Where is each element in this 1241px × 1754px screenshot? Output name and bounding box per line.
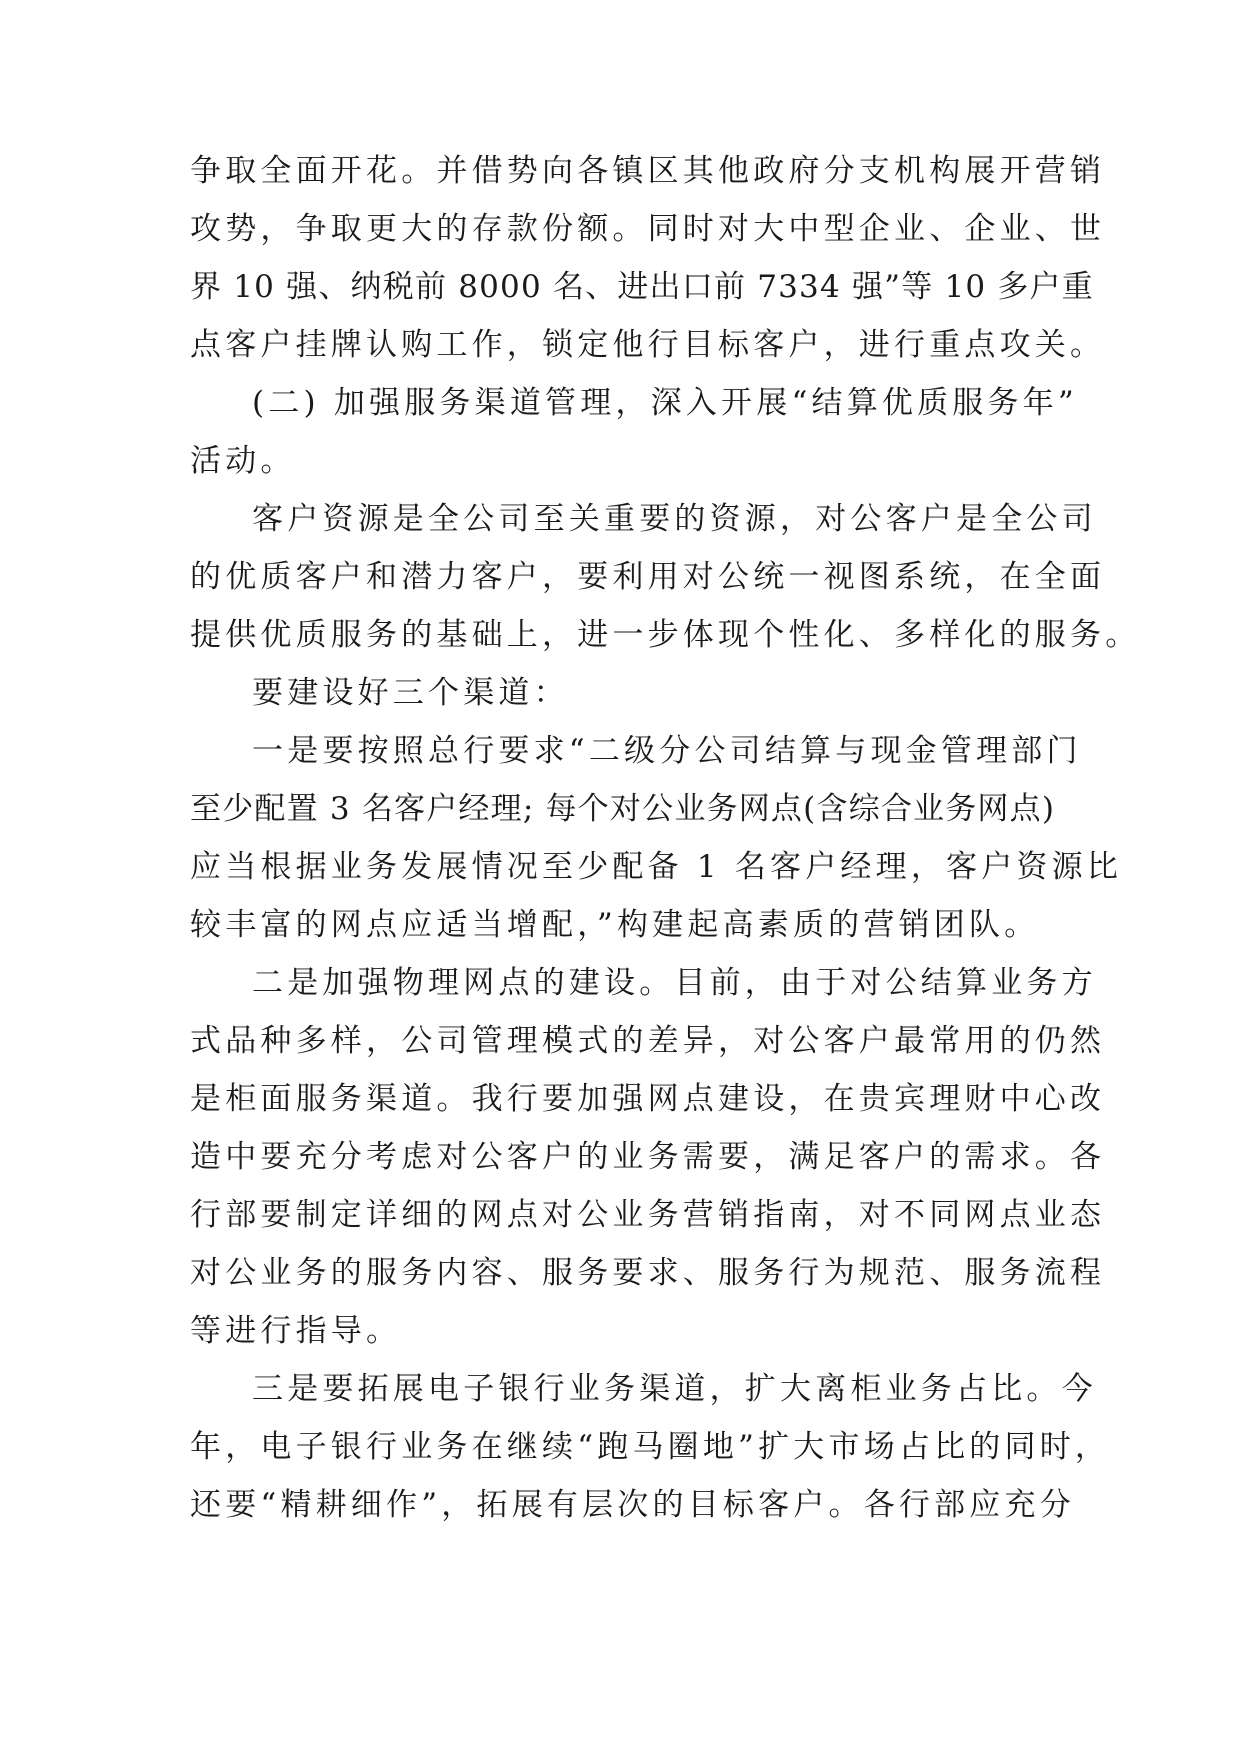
text-line: 要建设好三个渠道： [252,675,569,711]
text-line: 还要“精耕细作”，拓展有层次的目标客户。各行部应充分 [190,1487,1075,1523]
text-line: 是柜面服务渠道。我行要加强网点建设，在贵宾理财中心改 [190,1081,1106,1117]
text-line: 等进行指导。 [190,1313,402,1349]
text-line: 一是要按照总行要求“二级分公司结算与现金管理部门 [252,733,1082,769]
text-line: 的优质客户和潜力客户，要利用对公统一视图系统，在全面 [190,559,1106,595]
text-line: 式品种多样，公司管理模式的差异，对公客户最常用的仍然 [190,1023,1106,1059]
text-line: 造中要充分考虑对公客户的业务需要，满足客户的需求。各 [190,1139,1106,1175]
section-heading: (二) 加强服务渠道管理，深入开展“结算优质服务年” [252,385,1078,421]
text-line: 争取全面开花。并借势向各镇区其他政府分支机构展开营销 [190,153,1106,189]
text-line: 较丰富的网点应适当增配，”构建起高素质的营销团队。 [190,907,1040,943]
text-line: 三是要拓展电子银行业务渠道，扩大离柜业务占比。今 [252,1371,1097,1407]
text-line: 提供优质服务的基础上，进一步体现个性化、多样化的服务。 [190,617,1141,653]
text-line: 点客户挂牌认购工作，锁定他行目标客户，进行重点攻关。 [190,327,1106,363]
text-line: 年，电子银行业务在继续“跑马圈地”扩大市场占比的同时， [190,1429,1111,1465]
text-line: 应当根据业务发展情况至少配备 1 名客户经理，客户资源比 [190,849,1123,885]
text-line: 对公业务的服务内容、服务要求、服务行为规范、服务流程 [190,1255,1106,1291]
text-line: 界 10 强、纳税前 8000 名、进出口前 7334 强”等 10 多户重 [190,269,1094,305]
section-heading-cont: 活动。 [190,443,296,479]
text-line: 客户资源是全公司至关重要的资源，对公客户是全公司 [252,501,1097,537]
text-line: 行部要制定详细的网点对公业务营销指南，对不同网点业态 [190,1197,1106,1233]
text-line: 攻势，争取更大的存款份额。同时对大中型企业、企业、世 [190,211,1106,247]
text-line: 至少配置 3 名客户经理; 每个对公业务网点(含综合业务网点) [190,791,1056,827]
text-line: 二是加强物理网点的建设。目前，由于对公结算业务方 [252,965,1097,1001]
